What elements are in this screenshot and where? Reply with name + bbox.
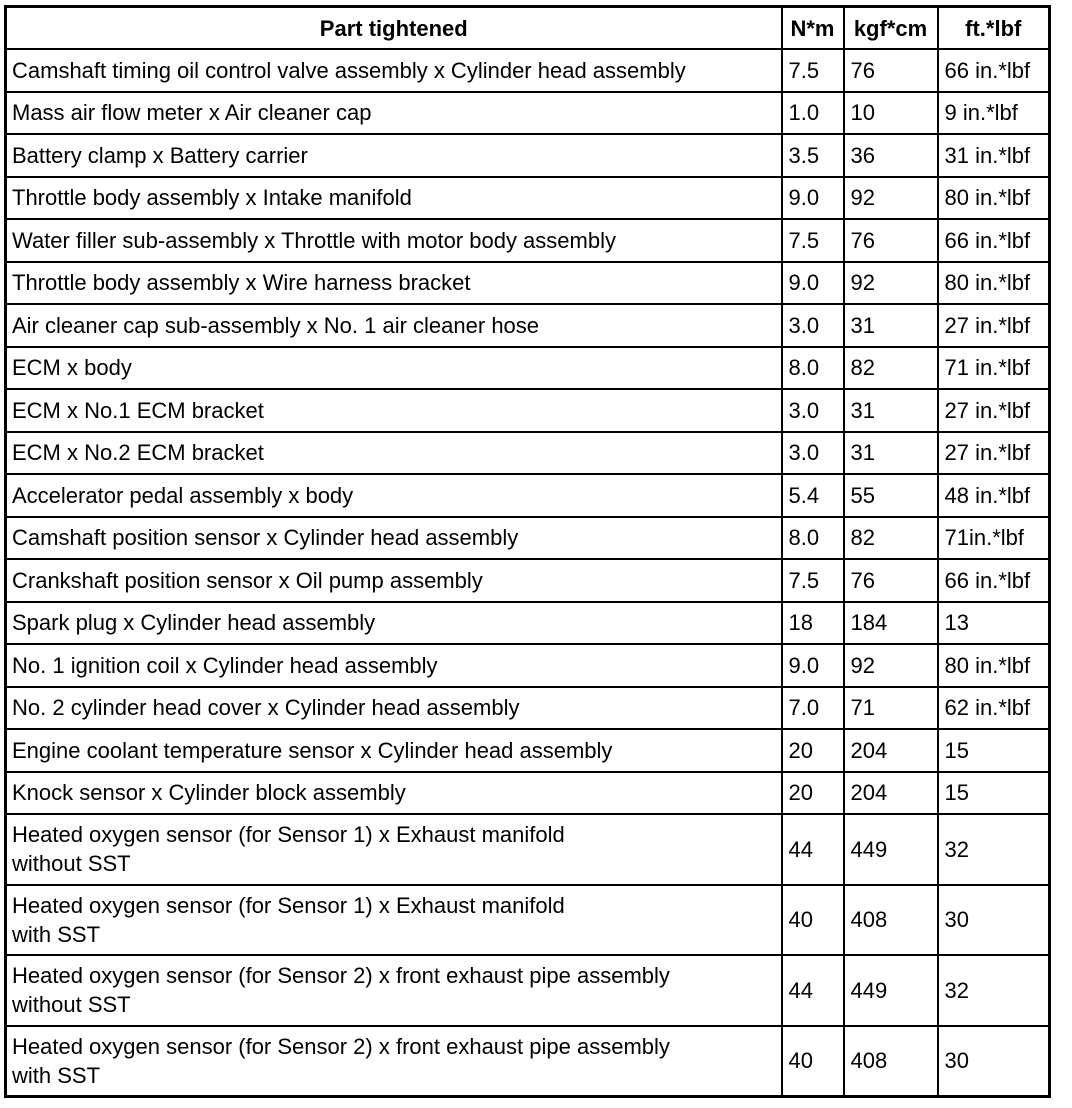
cell-part-tightened: Air cleaner cap sub-assembly x No. 1 air cleaner hose	[6, 304, 782, 347]
cell-part-tightened: Heated oxygen sensor (for Sensor 1) x Exhaust manifold with SST	[6, 885, 782, 956]
cell-kgf-cm: 71	[844, 687, 938, 730]
cell-newton-meter: 3.5	[782, 134, 844, 177]
cell-kgf-cm: 92	[844, 262, 938, 305]
cell-newton-meter: 3.0	[782, 389, 844, 432]
cell-part-tightened: Battery clamp x Battery carrier	[6, 134, 782, 177]
cell-kgf-cm: 408	[844, 885, 938, 956]
cell-newton-meter: 44	[782, 814, 844, 885]
cell-newton-meter: 7.5	[782, 49, 844, 92]
table-row	[6, 687, 1050, 730]
cell-part-tightened: Engine coolant temperature sensor x Cylinder head assembly	[6, 729, 782, 772]
cell-part-tightened: Accelerator pedal assembly x body	[6, 474, 782, 517]
cell-ft-lbf: 32	[938, 814, 1050, 885]
table-row	[6, 389, 1050, 432]
cell-part-tightened: ECM x body	[6, 347, 782, 390]
cell-kgf-cm: 76	[844, 49, 938, 92]
cell-ft-lbf: 71in.*lbf	[938, 517, 1050, 560]
table-row	[6, 814, 1050, 885]
header-newton-meter: N*m	[782, 7, 844, 50]
cell-ft-lbf: 30	[938, 885, 1050, 956]
cell-part-tightened: Knock sensor x Cylinder block assembly	[6, 772, 782, 815]
cell-newton-meter: 20	[782, 729, 844, 772]
cell-newton-meter: 5.4	[782, 474, 844, 517]
table-row	[6, 134, 1050, 177]
cell-ft-lbf: 48 in.*lbf	[938, 474, 1050, 517]
table-row	[6, 177, 1050, 220]
cell-newton-meter: 20	[782, 772, 844, 815]
header-kgf-cm: kgf*cm	[844, 7, 938, 50]
torque-spec-table	[4, 5, 1051, 1098]
table-row	[6, 955, 1050, 1026]
table-row	[6, 772, 1050, 815]
header-row	[6, 7, 1050, 50]
cell-part-tightened: ECM x No.2 ECM bracket	[6, 432, 782, 475]
cell-newton-meter: 1.0	[782, 92, 844, 135]
cell-kgf-cm: 76	[844, 559, 938, 602]
cell-newton-meter: 18	[782, 602, 844, 645]
cell-ft-lbf: 31 in.*lbf	[938, 134, 1050, 177]
cell-newton-meter: 7.5	[782, 219, 844, 262]
cell-ft-lbf: 30	[938, 1026, 1050, 1097]
table-row	[6, 262, 1050, 305]
cell-newton-meter: 40	[782, 1026, 844, 1097]
cell-kgf-cm: 184	[844, 602, 938, 645]
cell-ft-lbf: 13	[938, 602, 1050, 645]
cell-newton-meter: 9.0	[782, 262, 844, 305]
cell-newton-meter: 9.0	[782, 177, 844, 220]
cell-ft-lbf: 80 in.*lbf	[938, 177, 1050, 220]
cell-part-tightened: Throttle body assembly x Intake manifold	[6, 177, 782, 220]
table-row	[6, 1026, 1050, 1097]
table-row	[6, 219, 1050, 262]
cell-ft-lbf: 66 in.*lbf	[938, 49, 1050, 92]
cell-kgf-cm: 449	[844, 955, 938, 1026]
cell-kgf-cm: 10	[844, 92, 938, 135]
cell-ft-lbf: 62 in.*lbf	[938, 687, 1050, 730]
cell-part-tightened: Camshaft timing oil control valve assembly x Cylinder head assembly	[6, 49, 782, 92]
cell-part-tightened: Throttle body assembly x Wire harness bracket	[6, 262, 782, 305]
table-row	[6, 602, 1050, 645]
cell-ft-lbf: 80 in.*lbf	[938, 644, 1050, 687]
table-row	[6, 559, 1050, 602]
header-ft-lbf: ft.*lbf	[938, 7, 1050, 50]
cell-newton-meter: 3.0	[782, 432, 844, 475]
cell-ft-lbf: 9 in.*lbf	[938, 92, 1050, 135]
cell-part-tightened: Heated oxygen sensor (for Sensor 2) x front exhaust pipe assembly without SST	[6, 955, 782, 1026]
cell-newton-meter: 44	[782, 955, 844, 1026]
table-row	[6, 432, 1050, 475]
cell-ft-lbf: 27 in.*lbf	[938, 389, 1050, 432]
table-row	[6, 347, 1050, 390]
cell-kgf-cm: 449	[844, 814, 938, 885]
table-row	[6, 885, 1050, 956]
header-part-tightened: Part tightened	[6, 7, 782, 50]
table-row	[6, 729, 1050, 772]
cell-ft-lbf: 71 in.*lbf	[938, 347, 1050, 390]
cell-part-tightened: Crankshaft position sensor x Oil pump assembly	[6, 559, 782, 602]
table-row	[6, 644, 1050, 687]
cell-newton-meter: 8.0	[782, 347, 844, 390]
cell-kgf-cm: 31	[844, 389, 938, 432]
cell-ft-lbf: 66 in.*lbf	[938, 559, 1050, 602]
table-row	[6, 49, 1050, 92]
cell-newton-meter: 7.5	[782, 559, 844, 602]
cell-ft-lbf: 15	[938, 772, 1050, 815]
cell-newton-meter: 40	[782, 885, 844, 956]
cell-kgf-cm: 82	[844, 517, 938, 560]
table-header	[6, 7, 1050, 50]
table-row	[6, 304, 1050, 347]
cell-kgf-cm: 76	[844, 219, 938, 262]
cell-kgf-cm: 92	[844, 644, 938, 687]
cell-part-tightened: Heated oxygen sensor (for Sensor 2) x front exhaust pipe assembly with SST	[6, 1026, 782, 1097]
cell-part-tightened: ECM x No.1 ECM bracket	[6, 389, 782, 432]
cell-kgf-cm: 55	[844, 474, 938, 517]
cell-kgf-cm: 92	[844, 177, 938, 220]
cell-kgf-cm: 408	[844, 1026, 938, 1097]
cell-newton-meter: 3.0	[782, 304, 844, 347]
cell-part-tightened: Spark plug x Cylinder head assembly	[6, 602, 782, 645]
cell-ft-lbf: 27 in.*lbf	[938, 304, 1050, 347]
cell-kgf-cm: 36	[844, 134, 938, 177]
cell-ft-lbf: 27 in.*lbf	[938, 432, 1050, 475]
cell-part-tightened: No. 2 cylinder head cover x Cylinder head assembly	[6, 687, 782, 730]
cell-part-tightened: Water filler sub-assembly x Throttle with motor body assembly	[6, 219, 782, 262]
cell-kgf-cm: 31	[844, 304, 938, 347]
cell-newton-meter: 7.0	[782, 687, 844, 730]
cell-kgf-cm: 31	[844, 432, 938, 475]
cell-kgf-cm: 204	[844, 729, 938, 772]
cell-part-tightened: Mass air flow meter x Air cleaner cap	[6, 92, 782, 135]
table-row	[6, 474, 1050, 517]
cell-kgf-cm: 204	[844, 772, 938, 815]
cell-newton-meter: 8.0	[782, 517, 844, 560]
cell-kgf-cm: 82	[844, 347, 938, 390]
cell-part-tightened: Heated oxygen sensor (for Sensor 1) x Exhaust manifold without SST	[6, 814, 782, 885]
cell-part-tightened: Camshaft position sensor x Cylinder head assembly	[6, 517, 782, 560]
table-body	[6, 49, 1050, 1097]
cell-newton-meter: 9.0	[782, 644, 844, 687]
cell-ft-lbf: 80 in.*lbf	[938, 262, 1050, 305]
cell-ft-lbf: 32	[938, 955, 1050, 1026]
table-row	[6, 517, 1050, 560]
cell-ft-lbf: 15	[938, 729, 1050, 772]
table-row	[6, 92, 1050, 135]
cell-ft-lbf: 66 in.*lbf	[938, 219, 1050, 262]
cell-part-tightened: No. 1 ignition coil x Cylinder head assembly	[6, 644, 782, 687]
